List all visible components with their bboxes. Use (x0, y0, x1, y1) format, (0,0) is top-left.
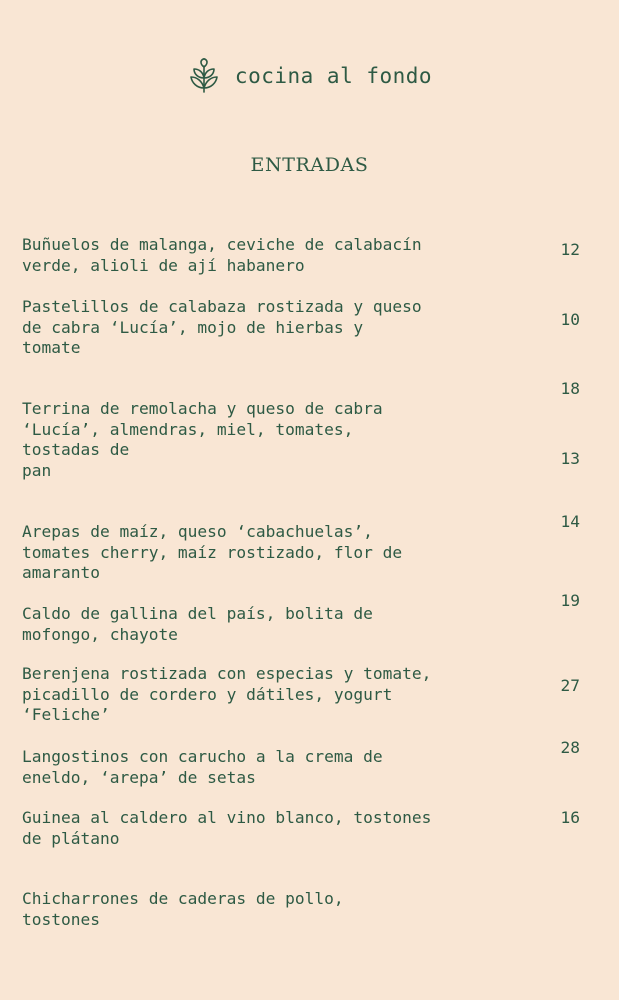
restaurant-logo (0, 56, 619, 96)
dish-price: 14 (560, 512, 580, 531)
dish-price: 19 (560, 591, 580, 610)
dish-description: Langostinos con carucho a la crema de eneldo, ‘arepa’ de setas (22, 747, 383, 787)
restaurant-name: cocina al fondo (234, 64, 433, 88)
dish-price: 12 (560, 240, 580, 259)
dish-description: Guinea al caldero al vino blanco, tostones de plátano (22, 808, 432, 848)
section-title: ENTRADAS (250, 154, 369, 176)
dish-description: Terrina de remolacha y queso de cabra ‘Lucía’, almendras, miel, tomates, tostadas de pan (22, 399, 383, 480)
sprout-leaf-icon (187, 58, 221, 94)
dish-description: Berenjena rostizada con especias y tomate, picadillo de cordero y dátiles, yogurt ‘Feliche’ (22, 664, 432, 724)
dish-description: Pastelillos de calabaza rostizada y queso de cabra ‘Lucía’, mojo de hierbas y tomate (22, 297, 422, 357)
dish-price: 27 (560, 676, 580, 695)
dish-price: 28 (560, 738, 580, 757)
dish-description: Chicharrones de caderas de pollo, tostones (22, 889, 344, 929)
dish-price: 10 (560, 310, 580, 329)
dish-price: 16 (560, 808, 580, 827)
dish-price: 13 (560, 449, 580, 468)
dish-price: 18 (560, 379, 580, 398)
dish-description: Buñuelos de malanga, ceviche de calabacín verde, alioli de ají habanero (22, 235, 422, 275)
dish-description: Arepas de maíz, queso ‘cabachuelas’, tomates cherry, maíz rostizado, flor de amaranto (22, 522, 403, 582)
dish-description: Caldo de gallina del país, bolita de mofongo, chayote (22, 604, 373, 644)
